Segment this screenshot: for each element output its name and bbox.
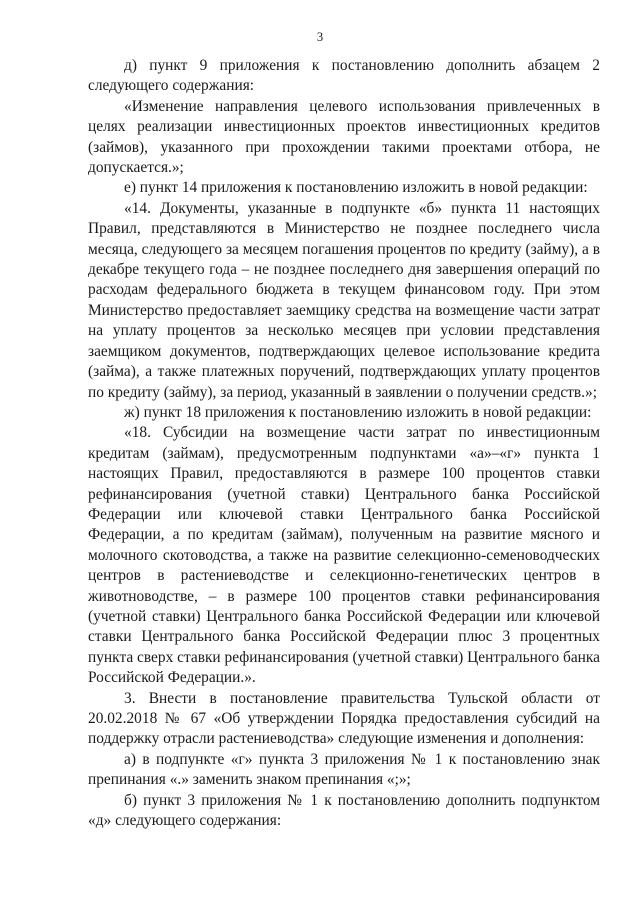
document-body <box>88 56 600 831</box>
paragraph-clause-zh: ж) пункт 18 приложения к постановлению изложить в новой редакции: <box>124 403 592 421</box>
paragraph-clause-a: а) в подпункте «г» пункта 3 приложения № 1 к постановлению знак препинания «.» заменить знаком препинания «;»; <box>88 750 600 789</box>
paragraph-item-18: «18. Субсидии на возмещение части затрат по инвестиционным кредитам (займам), предусмотренным подпунктами «а»–«г» пункта 1 настоящих Правил, предоставляются в размере 100 процентов ставки рефинансирования (учетной ставки) Центрального банка Российской Федерации или ключевой ставки Центрального банка Российской Федерации, а по кредитам (займам), полученным на развитие мясного и молочного скотоводства, а также на развитие селекционно-семеноводческих центров в растениеводстве и селекционно-генетических центров в животноводстве, – в размере 100 процентов ставки рефинансирования (учетной ставки) Центрального банка Российской Федерации или ключевой ставки Центрального банка Российской Федерации плюс 3 процентных пункта сверх ставки рефинансирования (учетной ставки) Центрального банка Российской Федерации.». <box>88 424 600 687</box>
page-number: 3 <box>316 30 324 44</box>
paragraph-item-14: «14. Документы, указанные в подпункте «б» пункта 11 настоящих Правил, представляются в Министерство не позднее последнего числа месяца, следующего за месяцем погашения процентов по кредиту (займу), а в декабре текущего года – не позднее последнего дня завершения операций по расходам федерального бюджета в текущем финансовом году. При этом Министерство предоставляет заемщику средства на возмещение части затрат на уплату процентов за несколько месяцев при условии представления заемщиком документов, подтверждающих целевое использование кредита (займа), а также платежных поручений, подтверждающих уплату процентов по кредиту (займу), за период, указанный в заявлении о получении средств.»; <box>88 199 600 401</box>
paragraph-clause-e: е) пункт 14 приложения к постановлению изложить в новой редакции: <box>124 179 588 197</box>
paragraph-clause-b: б) пункт 3 приложения № 1 к постановлению дополнить подпунктом «д» следующего содержания: <box>88 791 600 830</box>
paragraph-clause-d: д) пункт 9 приложения к постановлению дополнить абзацем 2 следующего содержания: <box>88 57 600 95</box>
paragraph-section-3: 3. Внести в постановление правительства Тульской области от 20.02.2018 № 67 «Об утверждении Порядка предоставления субсидий на поддержку отрасли растениеводства» следующие изменения и дополнения: <box>88 689 600 748</box>
paragraph-quoted-addition: «Изменение направления целевого использования привлеченных в целях реализации инвестиционных проектов инвестиционных кредитов (займов), указанного при прохождении такими проектами отбора, не допускается.»; <box>88 97 600 177</box>
